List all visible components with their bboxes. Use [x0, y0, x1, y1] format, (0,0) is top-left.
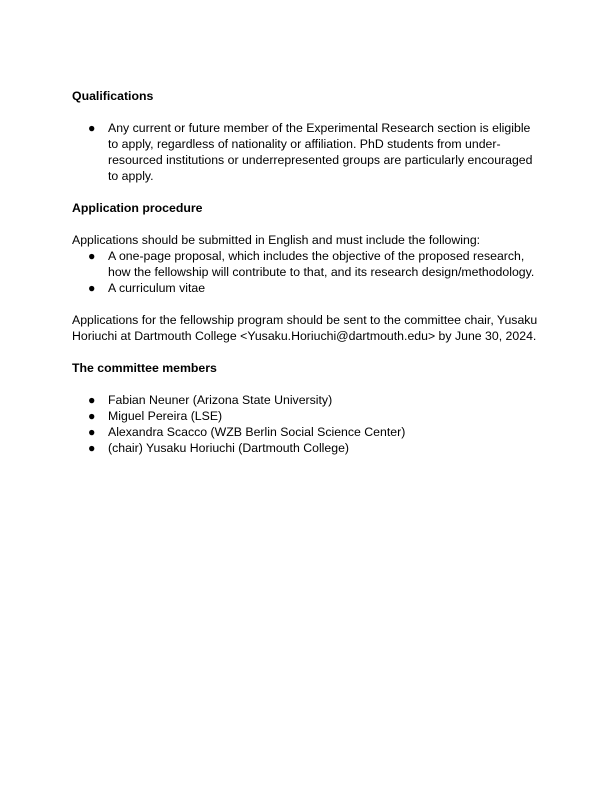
list-item	[72, 248, 542, 280]
bullet-icon: ●	[88, 441, 96, 455]
bullet-icon: ●	[88, 281, 96, 295]
list-item	[72, 280, 542, 296]
list-item-text: A one-page proposal, which includes the objective of the proposed research, how the fellowship will contribute to that, and its research design/methodology.	[108, 249, 535, 279]
list-item-text: Any current or future member of the Experimental Research section is eligible to apply, regardless of nationality or affiliation. PhD students from under-resourced institutions or underrepresented groups are particularly encouraged to apply.	[108, 121, 533, 183]
application-procedure-heading: Application procedure	[72, 201, 203, 215]
committee-members-heading: The committee members	[72, 361, 217, 375]
qualifications-list	[72, 120, 542, 184]
application-requirements-list	[72, 248, 542, 296]
list-item-text: (chair) Yusaku Horiuchi (Dartmouth College)	[108, 441, 350, 455]
list-item	[72, 424, 542, 440]
bullet-icon: ●	[88, 393, 96, 407]
list-item	[72, 440, 542, 456]
list-item-text: Alexandra Scacco (WZB Berlin Social Science Center)	[108, 425, 406, 439]
list-item	[72, 392, 542, 408]
qualifications-heading: Qualifications	[72, 89, 154, 103]
list-item	[72, 120, 542, 184]
bullet-icon: ●	[88, 409, 96, 423]
committee-members-list	[72, 392, 542, 456]
application-submission-text: Applications for the fellowship program should be sent to the committee chair, Yusaku Horiuchi at Dartmouth College <Yusaku.Horiuchi@dartmouth.edu> by June 30, 2024.	[72, 313, 538, 343]
bullet-icon: ●	[88, 425, 96, 439]
list-item-text: Miguel Pereira (LSE)	[108, 409, 223, 423]
application-intro: Applications should be submitted in English and must include the following:	[72, 233, 481, 247]
document-page	[72, 88, 542, 456]
list-item-text: Fabian Neuner (Arizona State University)	[108, 393, 333, 407]
bullet-icon: ●	[88, 249, 96, 263]
list-item-text: A curriculum vitae	[108, 281, 206, 295]
bullet-icon: ●	[88, 121, 96, 135]
list-item	[72, 408, 542, 424]
